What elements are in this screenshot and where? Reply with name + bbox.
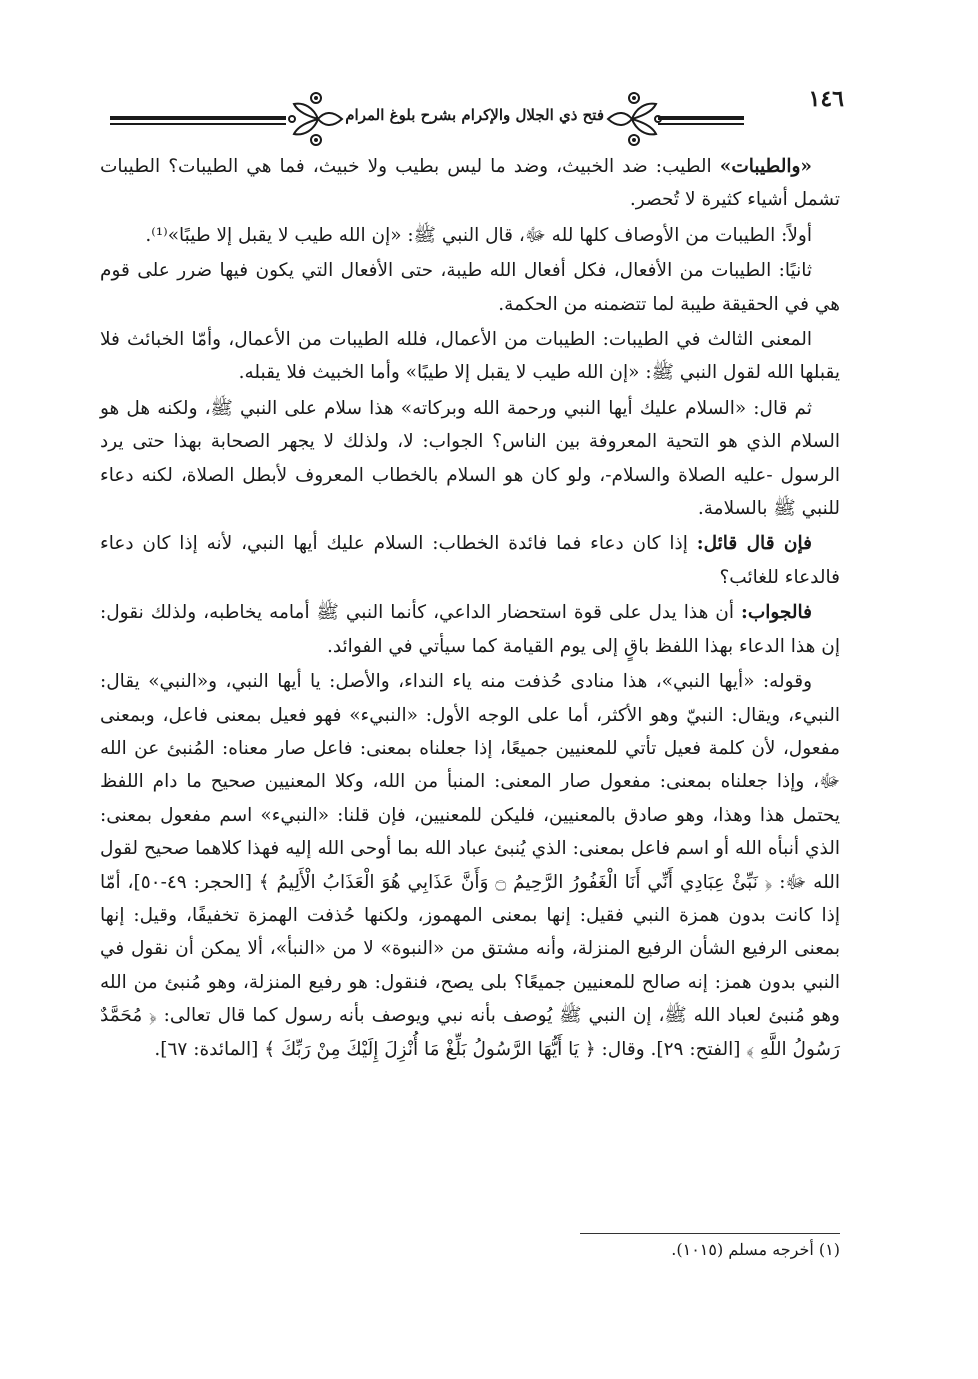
header-rule-left	[110, 116, 286, 126]
paragraph: أولاً: الطيبات من الأوصاف كلها لله ﷻ، قال النبي ﷺ: «إن الله طيب لا يقبل إلا طيبًا»⁽¹⁾.	[145, 224, 812, 246]
page-number: ١٤٦	[808, 86, 844, 112]
main-text	[100, 150, 840, 1068]
paragraph: وقوله: «أيها النبي»، هذا منادى حُذفت منه ياء النداء، والأصل: يا أيها النبي، و«النبي» يقال: النبيء، ويقال: النبيّ وهو الأكثر، أما على الوجه الأول: «النبيء» فهو فعيل بمعنى فاعل، وبمعنى مفعول، لأن كلمة فعيل تأتي للمعنيين جميعًا، إذا جعلناه بمعنى: فاعل صار معناه: المُنبئ عن الله ﷻ، وإذا جعلناه بمعنى: مفعول صار المعنى: المنبأ من الله، وكلا المعنيين صحيح ما دام اللفظ يحتمل هذا وهذا، وهو صادق بالمعنيين، فليكن للمعنيين، فإن قلنا: «النبيء» اسم مفعول بمعنى: الذي أنبأه الله أو اسم فاعل بمعنى: الذي يُنبئ عباد الله بما أوحى الله إليه فهذا كلاهما صحيح لقول الله ﷻ: ﴿ نَبِّئْ عِبَادِي أَنِّي أَنَا الْغَفُورُ الرَّحِيمُ ۝ وَأَنَّ عَذَابِي هُوَ الْعَذَابُ الْأَلِيمُ ﴾ [الحجر: ٤٩-٥٠]، أمّا إذا كانت بدون همزة النبي فقيل: إنها بمعنى المهموز، ولكنها حُذفت الهمزة تخفيفًا، وقيل: إنها بمعنى الرفيع الشأن الرفيع المنزلة، وأنه مشتق من «النبوة» لا من «النبأ»، ألا يمكن أن نقول في النبي بدون همز: إنه صالح للمعنيين جميعًا؟ بلى يصح، فنقول: هو رفيع المنزلة، وهو مُنبئ من الله وهو مُنبئ لعباد الله ﷺ، إن النبي ﷺ يُوصف بأنه نبي ويوصف بأنه رسول كما قال تعالى: ﴿ مُحَمَّدٌ رَسُولُ اللَّهِ ﴾ [الفتح: ٢٩]. وقال: ﴿ يَا أَيُّهَا الرَّسُولُ بَلِّغْ مَا أُنْزِلَ إِلَيْكَ مِنْ رَبِّكَ ﴾ [المائدة: ٦٧].	[100, 671, 840, 1060]
floral-ornament-icon	[606, 90, 662, 148]
paragraph: ثانيًا: الطيبات من الأفعال، فكل أفعال الله طيبة، حتى الأفعال التي يكون فيها ضرر على قوم هي في الحقيقة طيبة لما تتضمنه من الحكمة.	[100, 260, 840, 315]
paragraph: «والطيبات» الطيب: ضد الخبيث، وضد ما ليس بطيب ولا خبيث، فما هي الطيبات؟ الطيبات تشمل أشياء كثيرة لا تُحصر.	[100, 156, 840, 211]
floral-ornament-icon	[288, 90, 344, 148]
footnote-rule	[580, 1233, 840, 1234]
page-header	[110, 78, 850, 148]
book-title: فتح ذي الجلال والإكرام بشرح بلوغ المرام	[345, 106, 604, 124]
paragraph: فالجواب: أن هذا يدل على قوة استحضار الداعي، كأنما النبي ﷺ أمامه يخاطبه، ولذلك نقول: إن هذا الدعاء بهذا اللفظ باقٍ إلى يوم القيامة كما سيأتي في الفوائد.	[100, 602, 840, 657]
paragraph: المعنى الثالث في الطيبات: الطيبات من الأعمال، فلله الطيبات من الأعمال، وأمّا الخبائث فلا يقبلها الله لقول النبي ﷺ: «إن الله طيب لا يقبل إلا طيبًا» وأما الخبيث فلا يقبله.	[100, 329, 840, 384]
paragraph: فإن قال قائل: إذا كان دعاء فما فائدة الخطاب: السلام عليك أيها النبي، لأنه إذا كان دعاء فالدعاء للغائب؟	[100, 533, 840, 588]
footnote: (١) أخرجه مسلم (١٠١٥).	[671, 1240, 840, 1259]
header-rule-right	[658, 116, 744, 126]
paragraph: ثم قال: «السلام عليك أيها النبي ورحمة الله وبركاته» هذا سلام على النبي ﷺ، ولكنه هل هو السلام الذي هو التحية المعروفة بين الناس؟ الجواب: لا، ولذلك لا يجهر الصحابة بهذا حتى يرد الرسول -عليه الصلاة والسلام-، ولو كان هو السلام بالخطاب المعروف لأبطل الصلاة، لكنه دعاء للنبي ﷺ بالسلامة.	[100, 397, 840, 520]
